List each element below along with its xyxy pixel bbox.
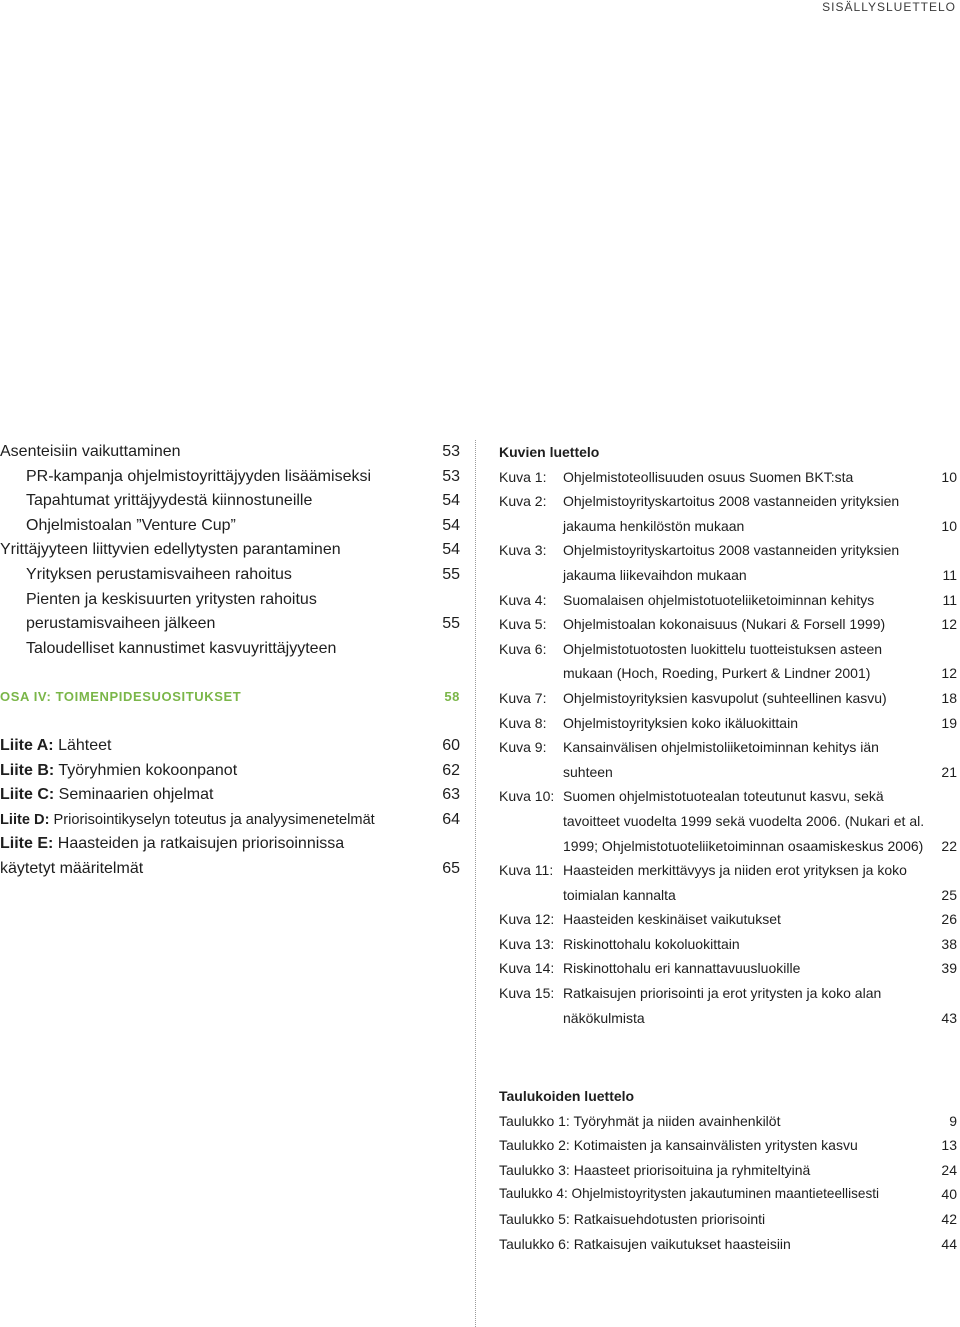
page-number: 22 — [941, 837, 957, 854]
figure-entry[interactable]: Kuva 1: Ohjelmistoteollisuuden osuus Suomen BKT:sta 10 — [499, 465, 959, 490]
toc-entry[interactable]: Asenteisiin vaikuttaminen 53 — [0, 440, 462, 465]
figure-entry[interactable]: Kuva 2: Ohjelmistoyrityskartoitus 2008 vastanneiden yrityksien jakauma henkilöstön mukaan 10 — [499, 489, 959, 538]
page-number: 55 — [442, 615, 460, 633]
page-number: 54 — [442, 492, 460, 510]
figure-entry[interactable]: Kuva 12: Haasteiden keskinäiset vaikutukset 26 — [499, 907, 959, 932]
toc-entry[interactable]: Ohjelmistoalan ”Venture Cup” 54 — [0, 514, 462, 539]
page-number: 62 — [442, 761, 460, 779]
appendix-entry[interactable]: Liite A: Lähteet 60 — [0, 734, 462, 759]
table-entry[interactable]: Taulukko 3: Haasteet priorisoituina ja ryhmiteltyinä 24 — [499, 1158, 959, 1183]
page-number: 54 — [442, 516, 460, 534]
page-number: 18 — [941, 689, 957, 706]
figure-entry[interactable]: Kuva 9: Kansainvälisen ohjelmistoliiketoiminnan kehitys iän suhteen 21 — [499, 735, 959, 784]
page-number: 10 — [941, 517, 957, 534]
figure-entry[interactable]: Kuva 5: Ohjelmistoalan kokonaisuus (Nukari & Forsell 1999) 12 — [499, 612, 959, 637]
page-number: 43 — [941, 1009, 957, 1026]
page-number: 53 — [442, 467, 460, 485]
table-list-title: Taulukoiden luettelo — [499, 1088, 635, 1104]
appendix-entry[interactable]: käytetyt määritelmät 65 — [0, 857, 462, 882]
page-number: 39 — [941, 960, 957, 977]
page-number: 55 — [442, 565, 460, 583]
page-number: 26 — [941, 911, 957, 928]
figure-entry[interactable]: Kuva 11: Haasteiden merkittävyys ja niiden erot yrityksen ja koko toimialan kannalta 25 — [499, 858, 959, 907]
page-number: 24 — [941, 1161, 957, 1178]
appendix-entry[interactable]: Liite E: Haasteiden ja ratkaisujen priorisoinnissa — [0, 835, 345, 853]
appendix-label: Liite A: — [0, 736, 54, 754]
appendix-label: Liite E: — [0, 835, 54, 853]
toc-entry[interactable]: perustamisvaiheen jälkeen 55 — [0, 612, 462, 637]
page-number: 65 — [442, 859, 460, 877]
page-number: 25 — [941, 886, 957, 903]
toc-entry[interactable]: PR-kampanja ohjelmistoyrittäjyyden lisäämiseksi 53 — [0, 465, 462, 490]
page-number: 44 — [941, 1235, 957, 1252]
figure-entry[interactable]: Kuva 7: Ohjelmistoyrityksien kasvupolut (suhteellinen kasvu) 18 — [499, 686, 959, 711]
page-number: 13 — [941, 1137, 957, 1154]
page-number: 9 — [949, 1112, 957, 1129]
page-number: 40 — [941, 1186, 957, 1203]
spacer — [0, 710, 462, 734]
appendix-entry[interactable]: Liite D: Priorisointikyselyn toteutus ja analyysimenetelmät 64 — [0, 808, 462, 833]
figure-list-title: Kuvien luettelo — [499, 444, 600, 460]
page-number: 12 — [941, 616, 957, 633]
figure-entry[interactable]: Kuva 6: Ohjelmistotuotosten luokittelu tuotteistuksen asteen mukaan (Hoch, Roeding, Purkert & Lindner 2001) 12 — [499, 637, 959, 686]
figure-entry[interactable]: Kuva 4: Suomalaisen ohjelmistotuoteliiketoiminnan kehitys 11 — [499, 588, 959, 613]
column-divider — [475, 440, 476, 1327]
page-number: 58 — [444, 689, 460, 705]
page-number: 10 — [941, 468, 957, 485]
page-number: 54 — [442, 541, 460, 559]
page-number: 38 — [941, 935, 957, 952]
page-number: 42 — [941, 1210, 957, 1227]
page-number: 53 — [442, 443, 460, 460]
table-entry[interactable]: Taulukko 1: Työryhmät ja niiden avainhenkilöt 9 — [499, 1109, 959, 1134]
figure-entry[interactable]: Kuva 10: Suomen ohjelmistotuotealan toteutunut kasvu, sekä tavoitteet vuodelta 1999 sekä vuodelta 2006. (Nukari et al. 1999; Ohjelmistotuoteliiketoiminnan osaamiskeskus 2006) 22 — [499, 784, 959, 858]
page-number: 11 — [942, 566, 957, 583]
figure-entry[interactable]: Kuva 14: Riskinottohalu eri kannattavuusluokille 39 — [499, 956, 959, 981]
page-number: 11 — [942, 591, 957, 608]
figure-entry[interactable]: Kuva 15: Ratkaisujen priorisointi ja erot yritysten ja koko alan näkökulmista 43 — [499, 981, 959, 1030]
toc-section-heading[interactable]: OSA IV: TOIMENPIDESUOSITUKSET 58 — [0, 685, 462, 710]
figure-entry[interactable]: Kuva 13: Riskinottohalu kokoluokittain 38 — [499, 932, 959, 957]
table-entry[interactable]: Taulukko 4: Ohjelmistoyritysten jakautuminen maantieteellisesti 40 — [499, 1182, 959, 1207]
page-number: 12 — [941, 665, 957, 682]
page-number: 19 — [941, 714, 957, 731]
table-entry[interactable]: Taulukko 5: Ratkaisuehdotusten priorisointi 42 — [499, 1207, 959, 1232]
toc-entry[interactable]: Taloudelliset kannustimet kasvuyrittäjyyteen — [26, 639, 337, 657]
table-list — [499, 1084, 959, 1256]
appendix-label: Liite B: — [0, 761, 55, 779]
toc-entry[interactable]: Yrityksen perustamisvaiheen rahoitus 55 — [0, 563, 462, 588]
appendix-label: Liite C: — [0, 786, 55, 804]
page-number: 21 — [941, 763, 957, 780]
toc-entry[interactable]: Tapahtumat yrittäjyydestä kiinnostuneille 54 — [0, 489, 462, 514]
table-entry[interactable]: Taulukko 2: Kotimaisten ja kansainvälisten yritysten kasvu 13 — [499, 1133, 959, 1158]
toc-entry[interactable]: Yrittäjyyteen liittyvien edellytysten parantaminen 54 — [0, 538, 462, 563]
appendix-entry[interactable]: Liite B: Työryhmien kokoonpanot 62 — [0, 759, 462, 784]
appendix-label: Liite D: — [0, 811, 50, 828]
running-header: SISÄLLYSLUETTELO — [822, 0, 956, 14]
table-entry[interactable]: Taulukko 6: Ratkaisujen vaikutukset haasteisiin 44 — [499, 1232, 959, 1257]
toc-left-column — [0, 440, 462, 882]
page-number: 63 — [442, 786, 460, 804]
figure-entry[interactable]: Kuva 8: Ohjelmistoyrityksien koko ikäluokittain 19 — [499, 711, 959, 736]
toc-entry[interactable]: Pienten ja keskisuurten yritysten rahoitus — [26, 590, 317, 608]
page-number: 64 — [442, 810, 460, 828]
appendix-entry[interactable]: Liite C: Seminaarien ohjelmat 63 — [0, 783, 462, 808]
figure-entry[interactable]: Kuva 3: Ohjelmistoyrityskartoitus 2008 vastanneiden yrityksien jakauma liikevaihdon mukaan 11 — [499, 538, 959, 587]
spacer — [0, 661, 462, 685]
page-number: 60 — [442, 736, 460, 754]
figure-list — [499, 440, 959, 1030]
